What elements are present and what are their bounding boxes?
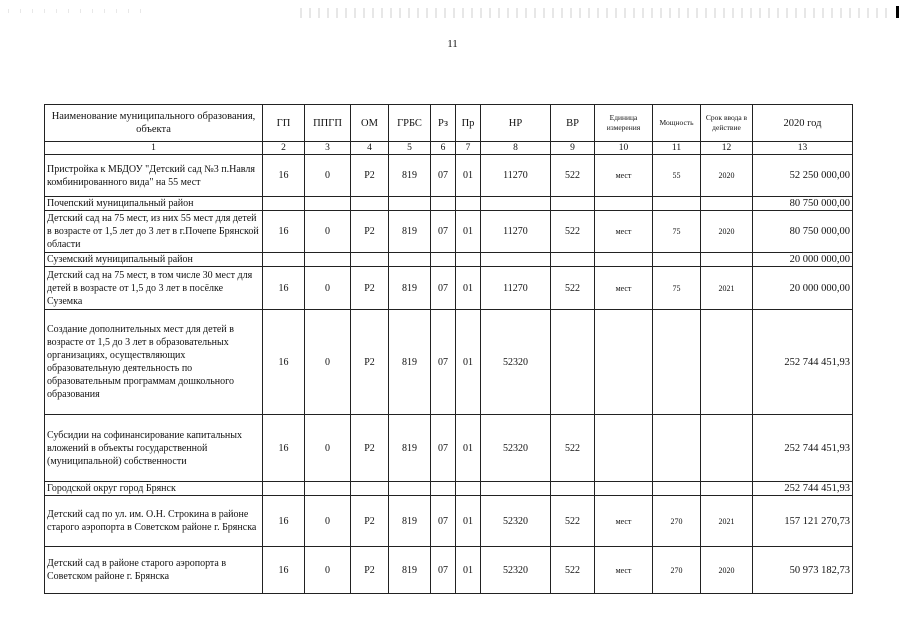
gp-cell: 16 <box>263 267 305 310</box>
object-name: Детский сад в районе старого аэропорта в Советском районе г. Брянска <box>45 547 263 594</box>
unit-cell <box>595 310 653 415</box>
header-grbs: ГРБС <box>389 105 431 142</box>
amount-cell: 50 973 182,73 <box>753 547 853 594</box>
unit-cell: мест <box>595 547 653 594</box>
object-name: Субсидии на софинансирование капитальных вложений в объекты государственной (муниципальной) собственности <box>45 415 263 482</box>
ppgp-cell: 0 <box>305 155 351 197</box>
gp-cell: 16 <box>263 415 305 482</box>
pr-cell: 01 <box>456 415 481 482</box>
ppgp-cell: 0 <box>305 415 351 482</box>
header-year-2020: 2020 год <box>753 105 853 142</box>
vr-cell: 522 <box>551 415 595 482</box>
capacity-cell: 55 <box>653 155 701 197</box>
column-number: 10 <box>595 142 653 155</box>
column-number: 8 <box>481 142 551 155</box>
pr-cell: 01 <box>456 211 481 253</box>
capacity-cell <box>653 415 701 482</box>
term-cell: 2020 <box>701 547 753 594</box>
nr-cell: 52320 <box>481 415 551 482</box>
district-row <box>45 253 853 267</box>
grbs-cell: 819 <box>389 155 431 197</box>
column-number: 13 <box>753 142 853 155</box>
header-pr: Пр <box>456 105 481 142</box>
header-unit: Единица измерения <box>595 105 653 142</box>
amount-cell: 52 250 000,00 <box>753 155 853 197</box>
grbs-cell: 819 <box>389 415 431 482</box>
vr-cell <box>551 310 595 415</box>
grbs-cell: 819 <box>389 310 431 415</box>
capacity-cell: 75 <box>653 211 701 253</box>
header-ppgp: ППГП <box>305 105 351 142</box>
object-name: Пристройка к МБДОУ "Детский сад №3 п.Навля комбинированного вида" на 55 мест <box>45 155 263 197</box>
amount-cell: 20 000 000,00 <box>753 253 853 267</box>
term-cell: 2020 <box>701 211 753 253</box>
unit-cell: мест <box>595 155 653 197</box>
om-cell: Р2 <box>351 211 389 253</box>
column-number: 5 <box>389 142 431 155</box>
capacity-cell <box>653 310 701 415</box>
pr-cell: 01 <box>456 547 481 594</box>
unit-cell: мест <box>595 496 653 547</box>
ppgp-cell: 0 <box>305 310 351 415</box>
grbs-cell: 819 <box>389 211 431 253</box>
om-cell: Р2 <box>351 267 389 310</box>
table-row <box>45 155 853 197</box>
grbs-cell: 819 <box>389 267 431 310</box>
district-name: Городской округ город Брянск <box>45 482 263 496</box>
nr-cell: 52320 <box>481 310 551 415</box>
header-rz: Рз <box>431 105 456 142</box>
table-row <box>45 267 853 310</box>
district-name: Суземский муниципальный район <box>45 253 263 267</box>
rz-cell: 07 <box>431 155 456 197</box>
rz-cell: 07 <box>431 310 456 415</box>
object-name: Детский сад по ул. им. О.Н. Строкина в районе старого аэропорта в Советском районе г. Брянска <box>45 496 263 547</box>
header-om: ОМ <box>351 105 389 142</box>
column-number-row <box>45 142 853 155</box>
column-number: 12 <box>701 142 753 155</box>
object-name: Детский сад на 75 мест, из них 55 мест для детей в возрасте от 1,5 лет до 3 лет в г.Почепе Брянской области <box>45 211 263 253</box>
capacity-cell: 270 <box>653 547 701 594</box>
vr-cell: 522 <box>551 267 595 310</box>
header-vr: ВР <box>551 105 595 142</box>
ppgp-cell: 0 <box>305 211 351 253</box>
edge-mark <box>896 6 899 18</box>
unit-cell <box>595 415 653 482</box>
nr-cell: 11270 <box>481 155 551 197</box>
term-cell: 2021 <box>701 267 753 310</box>
ppgp-cell: 0 <box>305 267 351 310</box>
amount-cell: 252 744 451,93 <box>753 310 853 415</box>
district-name: Почепский муниципальный район <box>45 197 263 211</box>
amount-cell: 157 121 270,73 <box>753 496 853 547</box>
column-number: 7 <box>456 142 481 155</box>
gp-cell: 16 <box>263 496 305 547</box>
rz-cell: 07 <box>431 547 456 594</box>
column-number: 3 <box>305 142 351 155</box>
gp-cell: 16 <box>263 211 305 253</box>
rz-cell: 07 <box>431 211 456 253</box>
table-row <box>45 310 853 415</box>
object-name: Создание дополнительных мест для детей в возрасте от 1,5 до 3 лет в образовательных организациях, осуществляющих образовательную деятельность по образовательным программам дошкольного образования <box>45 310 263 415</box>
ppgp-cell: 0 <box>305 496 351 547</box>
header-gp: ГП <box>263 105 305 142</box>
header-nr: НР <box>481 105 551 142</box>
amount-cell: 80 750 000,00 <box>753 211 853 253</box>
scan-artifact <box>300 8 890 18</box>
column-number: 11 <box>653 142 701 155</box>
term-cell <box>701 415 753 482</box>
amount-cell: 20 000 000,00 <box>753 267 853 310</box>
header-term: Срок ввода в действие <box>701 105 753 142</box>
rz-cell: 07 <box>431 496 456 547</box>
object-name: Детский сад на 75 мест, в том числе 30 мест для детей в возрасте от 1,5 до 3 лет в посёлке Суземка <box>45 267 263 310</box>
district-row <box>45 197 853 211</box>
vr-cell: 522 <box>551 496 595 547</box>
column-number: 4 <box>351 142 389 155</box>
nr-cell: 11270 <box>481 267 551 310</box>
ppgp-cell: 0 <box>305 547 351 594</box>
header-capacity: Мощность <box>653 105 701 142</box>
nr-cell: 52320 <box>481 547 551 594</box>
column-number: 2 <box>263 142 305 155</box>
rz-cell: 07 <box>431 267 456 310</box>
term-cell: 2021 <box>701 496 753 547</box>
table-row <box>45 211 853 253</box>
table-row <box>45 496 853 547</box>
district-row <box>45 482 853 496</box>
term-cell: 2020 <box>701 155 753 197</box>
column-number: 6 <box>431 142 456 155</box>
pr-cell: 01 <box>456 496 481 547</box>
page-number: 11 <box>447 38 458 50</box>
budget-table <box>44 104 853 594</box>
om-cell: Р2 <box>351 547 389 594</box>
term-cell <box>701 310 753 415</box>
vr-cell: 522 <box>551 155 595 197</box>
amount-cell: 80 750 000,00 <box>753 197 853 211</box>
nr-cell: 52320 <box>481 496 551 547</box>
grbs-cell: 819 <box>389 496 431 547</box>
om-cell: Р2 <box>351 155 389 197</box>
gp-cell: 16 <box>263 310 305 415</box>
capacity-cell: 270 <box>653 496 701 547</box>
table-row <box>45 547 853 594</box>
scan-artifact <box>8 9 148 13</box>
header-row <box>45 105 853 142</box>
pr-cell: 01 <box>456 310 481 415</box>
pr-cell: 01 <box>456 267 481 310</box>
column-number: 9 <box>551 142 595 155</box>
rz-cell: 07 <box>431 415 456 482</box>
om-cell: Р2 <box>351 310 389 415</box>
vr-cell: 522 <box>551 547 595 594</box>
om-cell: Р2 <box>351 496 389 547</box>
amount-cell: 252 744 451,93 <box>753 482 853 496</box>
grbs-cell: 819 <box>389 547 431 594</box>
vr-cell: 522 <box>551 211 595 253</box>
gp-cell: 16 <box>263 155 305 197</box>
column-number: 1 <box>45 142 263 155</box>
capacity-cell: 75 <box>653 267 701 310</box>
pr-cell: 01 <box>456 155 481 197</box>
gp-cell: 16 <box>263 547 305 594</box>
amount-cell: 252 744 451,93 <box>753 415 853 482</box>
table-row <box>45 415 853 482</box>
unit-cell: мест <box>595 267 653 310</box>
om-cell: Р2 <box>351 415 389 482</box>
unit-cell: мест <box>595 211 653 253</box>
header-name: Наименование муниципального образования, объекта <box>45 105 263 142</box>
nr-cell: 11270 <box>481 211 551 253</box>
